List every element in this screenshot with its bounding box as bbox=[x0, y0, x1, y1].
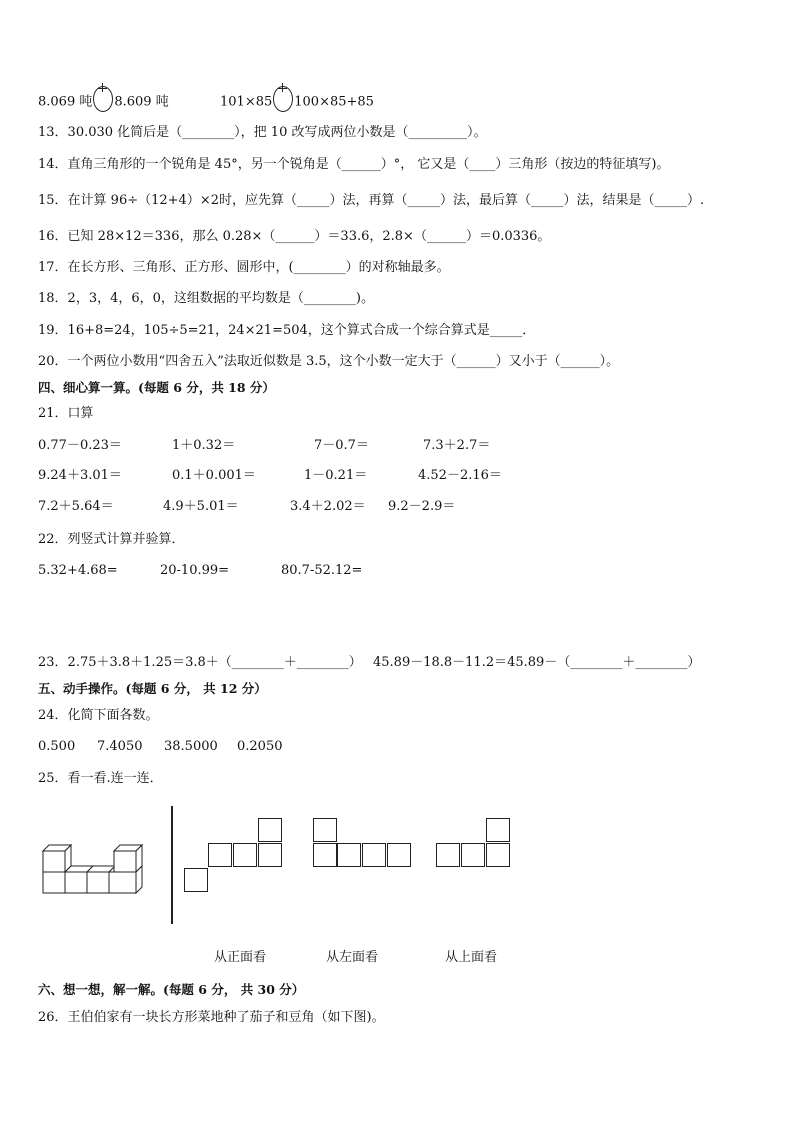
section-6-heading: 六、想一想，解一解。(每题 6 分， 共 30 分） bbox=[38, 982, 305, 997]
oral-r2c4: 4.52－2.16＝ bbox=[418, 468, 502, 483]
question-24: 24．化简下面各数。 bbox=[38, 708, 159, 723]
cube-solid-figure bbox=[40, 843, 155, 895]
oral-r3c2: 4.9＋5.01＝ bbox=[163, 499, 239, 514]
view-1-square bbox=[184, 868, 208, 892]
question-23-part-b: 45.89－18.8－11.2＝45.89－（________＋________） bbox=[373, 655, 701, 670]
view-label-left: 从左面看 bbox=[326, 950, 379, 965]
view-3-square bbox=[461, 843, 485, 867]
oral-r1c2: 1＋0.32＝ bbox=[172, 438, 236, 453]
question-18: 18．2，3，4，6，0，这组数据的平均数是（________)。 bbox=[38, 291, 374, 306]
oral-r1c3: 7－0.7＝ bbox=[314, 438, 369, 453]
view-label-front: 从正面看 bbox=[214, 950, 267, 965]
section-5-heading: 五、动手操作。(每题 6 分， 共 12 分） bbox=[38, 681, 267, 696]
oral-r3c1: 7.2＋5.64＝ bbox=[38, 499, 114, 514]
question-23-part-a: 23．2.75＋3.8＋1.25＝3.8＋（________＋________） bbox=[38, 655, 362, 670]
vertical-calc-1: 5.32+4.68= bbox=[38, 563, 118, 578]
question-20: 20．一个两位小数用“四舍五入”法取近似数是 3.5，这个小数一定大于（______）又小于（______）。 bbox=[38, 354, 620, 369]
compare-circle-1[interactable] bbox=[93, 86, 113, 112]
question-26: 26．王伯伯家有一块长方形菜地种了茄子和豆角（如下图)。 bbox=[38, 1010, 385, 1025]
compare-circle-2[interactable] bbox=[273, 86, 293, 112]
oral-r1c1: 0.77－0.23＝ bbox=[38, 438, 122, 453]
question-21: 21．口算 bbox=[38, 406, 94, 421]
oral-r1c4: 7.3＋2.7＝ bbox=[423, 438, 491, 453]
oral-r3c4: 9.2－2.9＝ bbox=[388, 499, 456, 514]
q12-item-a: 8.069 吨 bbox=[38, 94, 93, 110]
q12-row bbox=[38, 89, 169, 115]
question-22: 22．列竖式计算并验算． bbox=[38, 532, 185, 547]
view-2-square bbox=[313, 843, 337, 867]
view-3-square bbox=[486, 818, 510, 842]
simplify-number-4: 0.2050 bbox=[237, 739, 283, 754]
section-4-heading: 四、细心算一算。(每题 6 分，共 18 分） bbox=[38, 380, 275, 395]
question-19: 19．16+8=24，105÷5=21，24×21=504，这个算式合成一个综合算式是_____． bbox=[38, 323, 536, 338]
q12-item-d: 100×85+85 bbox=[294, 94, 374, 110]
simplify-number-1: 0.500 bbox=[38, 739, 76, 754]
question-15: 15．在计算 96÷（12+4）×2时，应先算（_____）法，再算（_____）法，最后算（_____）法，结果是（_____）. bbox=[38, 193, 705, 208]
question-16: 16．已知 28×12＝336，那么 0.28×（______）＝33.6，2.8×（______）＝0.0336。 bbox=[38, 229, 551, 244]
simplify-number-3: 38.5000 bbox=[164, 739, 218, 754]
view-label-top: 从上面看 bbox=[445, 950, 498, 965]
view-2-square bbox=[362, 843, 386, 867]
vertical-calc-2: 20-10.99= bbox=[160, 563, 230, 578]
view-2-square bbox=[337, 843, 361, 867]
oral-r2c1: 9.24＋3.01＝ bbox=[38, 468, 122, 483]
divider-line bbox=[171, 806, 173, 924]
q12-row-2 bbox=[220, 89, 374, 115]
oral-r3c3: 3.4＋2.02＝ bbox=[290, 499, 366, 514]
oral-r2c2: 0.1＋0.001＝ bbox=[172, 468, 256, 483]
view-1-square bbox=[258, 818, 282, 842]
question-14: 14．直角三角形的一个锐角是 45°，另一个锐角是（______）°， 它又是（____）三角形（按边的特征填写)。 bbox=[38, 157, 670, 172]
q12-item-c: 101×85 bbox=[220, 94, 273, 110]
view-2-square bbox=[313, 818, 337, 842]
question-13: 13．30.030 化简后是（________），把 10 改写成两位小数是（_________）。 bbox=[38, 125, 487, 140]
view-1-square bbox=[258, 843, 282, 867]
q12-item-b: 8.609 吨 bbox=[114, 94, 169, 110]
question-25: 25．看一看.连一连． bbox=[38, 771, 163, 786]
view-3-square bbox=[486, 843, 510, 867]
vertical-calc-3: 80.7-52.12= bbox=[281, 563, 363, 578]
oral-r2c3: 1－0.21＝ bbox=[304, 468, 368, 483]
view-1-square bbox=[208, 843, 232, 867]
simplify-number-2: 7.4050 bbox=[97, 739, 143, 754]
view-3-square bbox=[436, 843, 460, 867]
view-1-square bbox=[233, 843, 257, 867]
question-17: 17．在长方形、三角形、正方形、圆形中，(________）的对称轴最多。 bbox=[38, 260, 450, 275]
view-2-square bbox=[387, 843, 411, 867]
